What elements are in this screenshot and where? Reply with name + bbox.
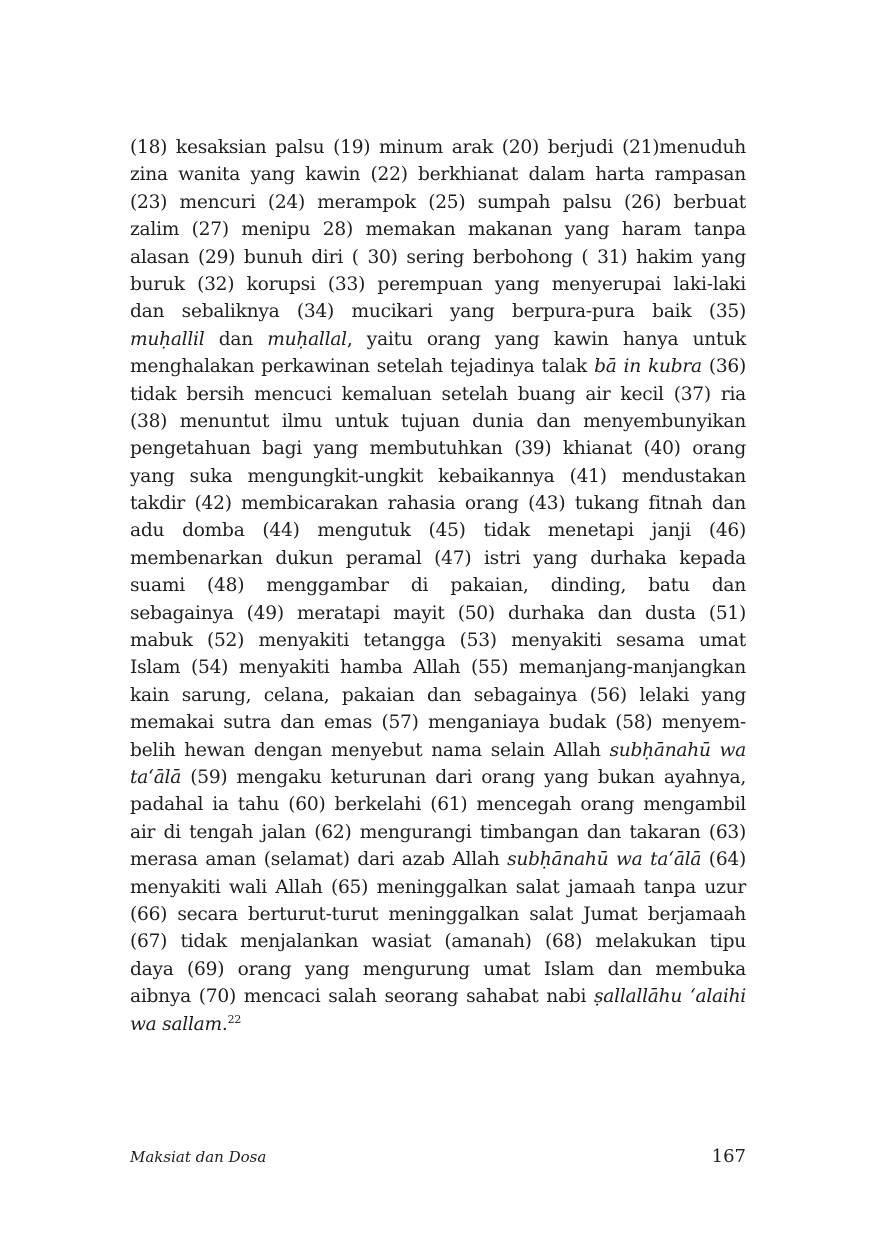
text-line: dan sebaliknya (34) mucikari yang berpura-pura baik (35) [130,301,746,323]
text-line: yang suka mengungkit-ungkit kebaikannya (41) mendustakan [130,465,746,487]
text-line: merasa aman (selamat) dari azab Allah subḥānahū wa ta‘ālā (64) [130,849,746,871]
text-line: Islam (54) menyakiti hamba Allah (55) memanjang-manjangkan [130,657,746,679]
text-line: membenarkan dukun peramal (47) istri yang durhaka kepada [130,547,746,569]
text-line: menghalakan perkawinan setelah tejadinya talak bā in kubra (36) [130,356,746,378]
text-line: (66) secara berturut-turut meninggalkan salat Jumat berjamaah [130,903,746,925]
text-line: adu domba (44) mengutuk (45) tidak menetapi janji (46) [130,520,746,542]
text-line: alasan (29) bunuh diri ( 30) sering berbohong ( 31) hakim yang [130,246,746,268]
text-line: kain sarung, celana, pakaian dan sebagainya (56) lelaki yang [130,684,746,706]
text-line: sebagainya (49) meratapi mayit (50) durhaka dan dusta (51) [130,602,746,624]
text-line: (23) mencuri (24) merampok (25) sumpah palsu (26) berbuat [130,191,746,213]
text-line: air di tengah jalan (62) mengurangi timbangan dan takaran (63) [130,821,746,843]
text-line: suami (48) menggambar di pakaian, dinding, batu dan [130,575,746,597]
text-line: takdir (42) membicarakan rahasia orang (43) tukang fitnah dan [130,493,746,515]
text-line: tidak bersih mencuci kemaluan setelah buang air kecil (37) ria [130,383,746,405]
text-line: aibnya (70) mencaci salah seorang sahabat nabi ṣallallāhu ‘alaihi [130,986,746,1008]
text-line: mabuk (52) menyakiti tetangga (53) menyakiti sesama umat [130,630,746,652]
text-line: muḥallil dan muḥallal, yaitu orang yang kawin hanya untuk [130,328,746,350]
text-line: daya (69) orang yang mengurung umat Islam dan membuka [130,958,746,980]
text-line: belih hewan dengan menyebut nama selain Allah subḥānahū wa [130,739,746,761]
text-line: (67) tidak menjalankan wasiat (amanah) (68) melakukan tipu [130,931,746,953]
text-line: pengetahuan bagi yang membutuhkan (39) khianat (40) orang [130,438,746,460]
text-line: padahal ia tahu (60) berkelahi (61) mencegah orang mengambil [130,794,746,816]
footnote-marker[interactable]: 22 [227,1012,242,1026]
text-line: (38) menuntut ilmu untuk tujuan dunia dan menyembunyikan [130,410,746,432]
text-line: memakai sutra dan emas (57) menganiaya budak (58) menyem- [130,712,746,734]
running-footer-title: Maksiat dan Dosa [130,1148,267,1166]
body-paragraph [130,134,746,1038]
text-line: menyakiti wali Allah (65) meninggalkan salat jamaah tanpa uzur [130,876,746,898]
page-number: 167 [711,1146,746,1167]
text-line: zina wanita yang kawin (22) berkhianat dalam harta rampasan [130,164,746,186]
text-line: buruk (32) korupsi (33) perempuan yang menyerupai laki-laki [130,273,746,295]
text-line-last: wa sallam.$^{22}$ [130,1012,242,1035]
text-line: (18) kesaksian palsu (19) minum arak (20) berjudi (21)menuduh [130,137,746,158]
text-line: ta‘ālā (59) mengaku keturunan dari orang yang bukan ayahnya, [130,766,746,788]
text-line: zalim (27) menipu 28) memakan makanan yang haram tanpa [130,219,746,241]
